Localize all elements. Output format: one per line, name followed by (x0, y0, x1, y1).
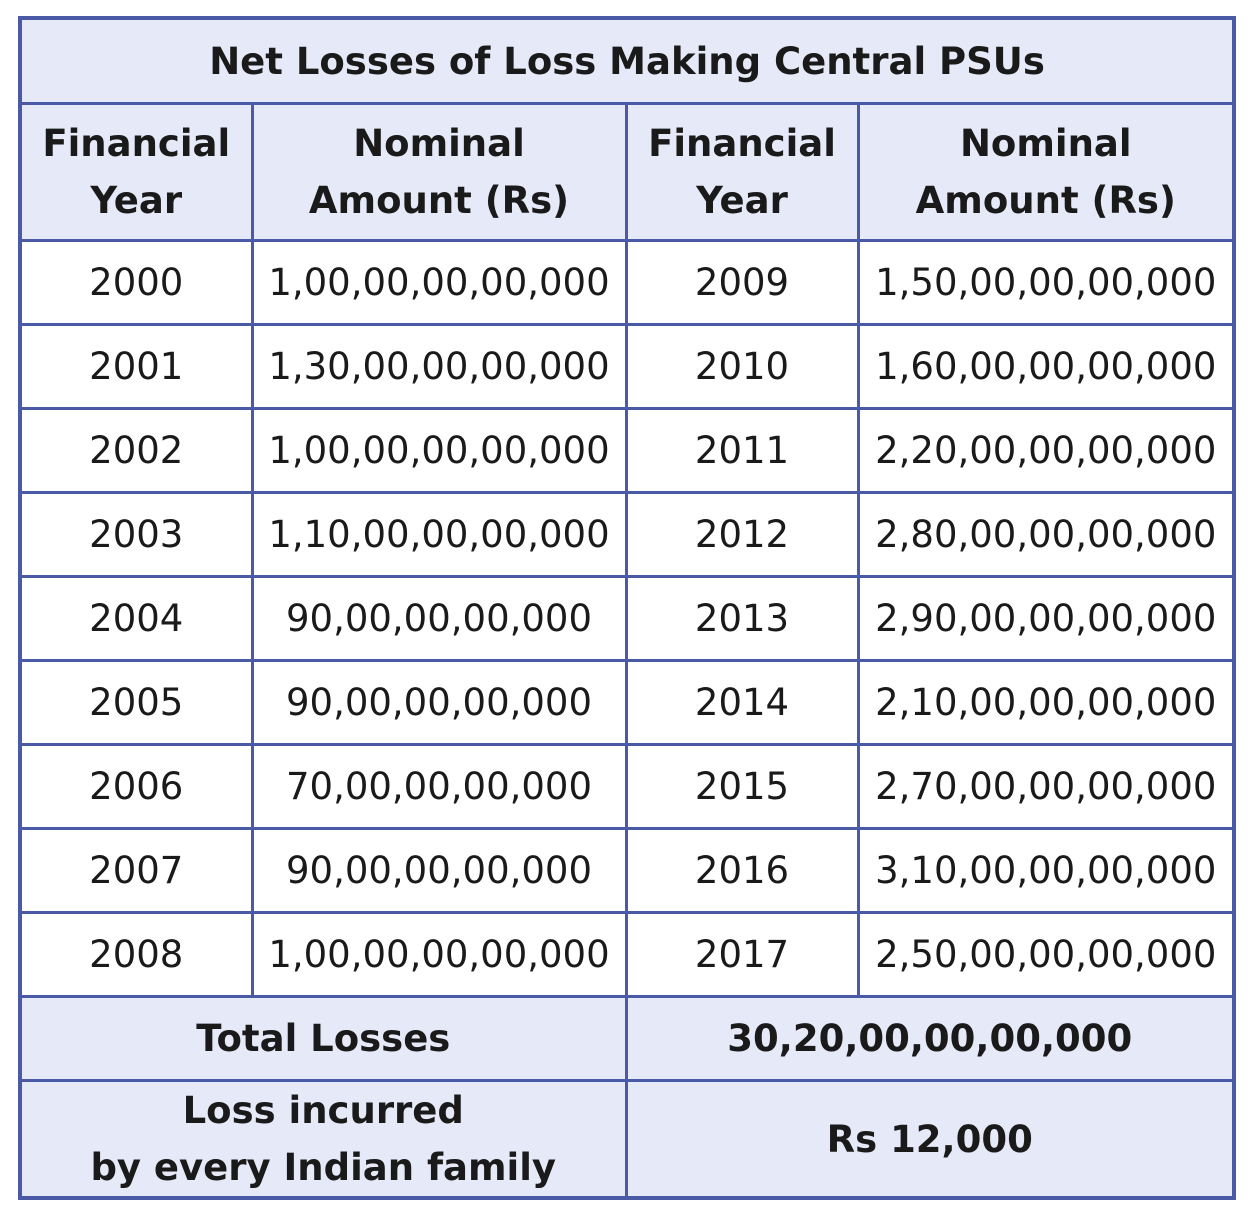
header-year-line2: Year (90, 179, 183, 222)
header-year-line1: Financial (42, 122, 231, 165)
amount-cell: 2,90,00,00,00,000 (858, 577, 1234, 661)
family-loss-row (20, 1081, 1234, 1199)
year-cell: 2000 (20, 241, 252, 325)
year-cell: 2005 (20, 661, 252, 745)
family-loss-label-line1: Loss incurred (182, 1089, 464, 1132)
amount-cell: 1,00,00,00,00,000 (252, 409, 626, 493)
year-cell: 2006 (20, 745, 252, 829)
year-cell: 2012 (626, 493, 858, 577)
amount-cell: 90,00,00,00,000 (252, 829, 626, 913)
psu-losses-table (18, 16, 1236, 1200)
header-amount-line1: Nominal (959, 122, 1132, 165)
header-amount-line2: Amount (Rs) (308, 179, 570, 222)
year-cell: 2017 (626, 913, 858, 997)
family-loss-label (20, 1081, 626, 1199)
amount-cell: 2,50,00,00,00,000 (858, 913, 1234, 997)
table-row (20, 661, 1234, 745)
amount-cell: 3,10,00,00,00,000 (858, 829, 1234, 913)
year-cell: 2014 (626, 661, 858, 745)
total-losses-row (20, 997, 1234, 1081)
header-nominal-amount-left (252, 104, 626, 241)
amount-cell: 1,30,00,00,00,000 (252, 325, 626, 409)
title-row (20, 18, 1234, 104)
amount-cell: 2,10,00,00,00,000 (858, 661, 1234, 745)
header-amount-line1: Nominal (353, 122, 525, 165)
year-cell: 2010 (626, 325, 858, 409)
year-cell: 2015 (626, 745, 858, 829)
amount-cell: 2,70,00,00,00,000 (858, 745, 1234, 829)
table-title: Net Losses of Loss Making Central PSUs (20, 18, 1234, 104)
amount-cell: 90,00,00,00,000 (252, 577, 626, 661)
table-row (20, 913, 1234, 997)
header-year-line2: Year (696, 179, 788, 222)
amount-cell: 1,60,00,00,00,000 (858, 325, 1234, 409)
year-cell: 2011 (626, 409, 858, 493)
table-row (20, 241, 1234, 325)
table-row (20, 409, 1234, 493)
header-row (20, 104, 1234, 241)
header-financial-year-left (20, 104, 252, 241)
amount-cell: 1,00,00,00,00,000 (252, 913, 626, 997)
amount-cell: 1,10,00,00,00,000 (252, 493, 626, 577)
year-cell: 2013 (626, 577, 858, 661)
total-losses-label: Total Losses (20, 997, 626, 1081)
family-loss-value: Rs 12,000 (626, 1081, 1234, 1199)
table-row (20, 325, 1234, 409)
total-losses-value: 30,20,00,00,00,000 (626, 997, 1234, 1081)
amount-cell: 70,00,00,00,000 (252, 745, 626, 829)
table-row (20, 577, 1234, 661)
amount-cell: 2,20,00,00,00,000 (858, 409, 1234, 493)
table-row (20, 829, 1234, 913)
header-financial-year-right (626, 104, 858, 241)
header-amount-line2: Amount (Rs) (915, 179, 1176, 222)
amount-cell: 90,00,00,00,000 (252, 661, 626, 745)
header-nominal-amount-right (858, 104, 1234, 241)
year-cell: 2001 (20, 325, 252, 409)
year-cell: 2002 (20, 409, 252, 493)
year-cell: 2016 (626, 829, 858, 913)
amount-cell: 1,50,00,00,00,000 (858, 241, 1234, 325)
year-cell: 2003 (20, 493, 252, 577)
family-loss-label-line2: by every Indian family (90, 1146, 557, 1189)
table-row (20, 745, 1234, 829)
table-row (20, 493, 1234, 577)
amount-cell: 2,80,00,00,00,000 (858, 493, 1234, 577)
year-cell: 2004 (20, 577, 252, 661)
amount-cell: 1,00,00,00,00,000 (252, 241, 626, 325)
year-cell: 2008 (20, 913, 252, 997)
header-year-line1: Financial (648, 122, 836, 165)
year-cell: 2009 (626, 241, 858, 325)
year-cell: 2007 (20, 829, 252, 913)
